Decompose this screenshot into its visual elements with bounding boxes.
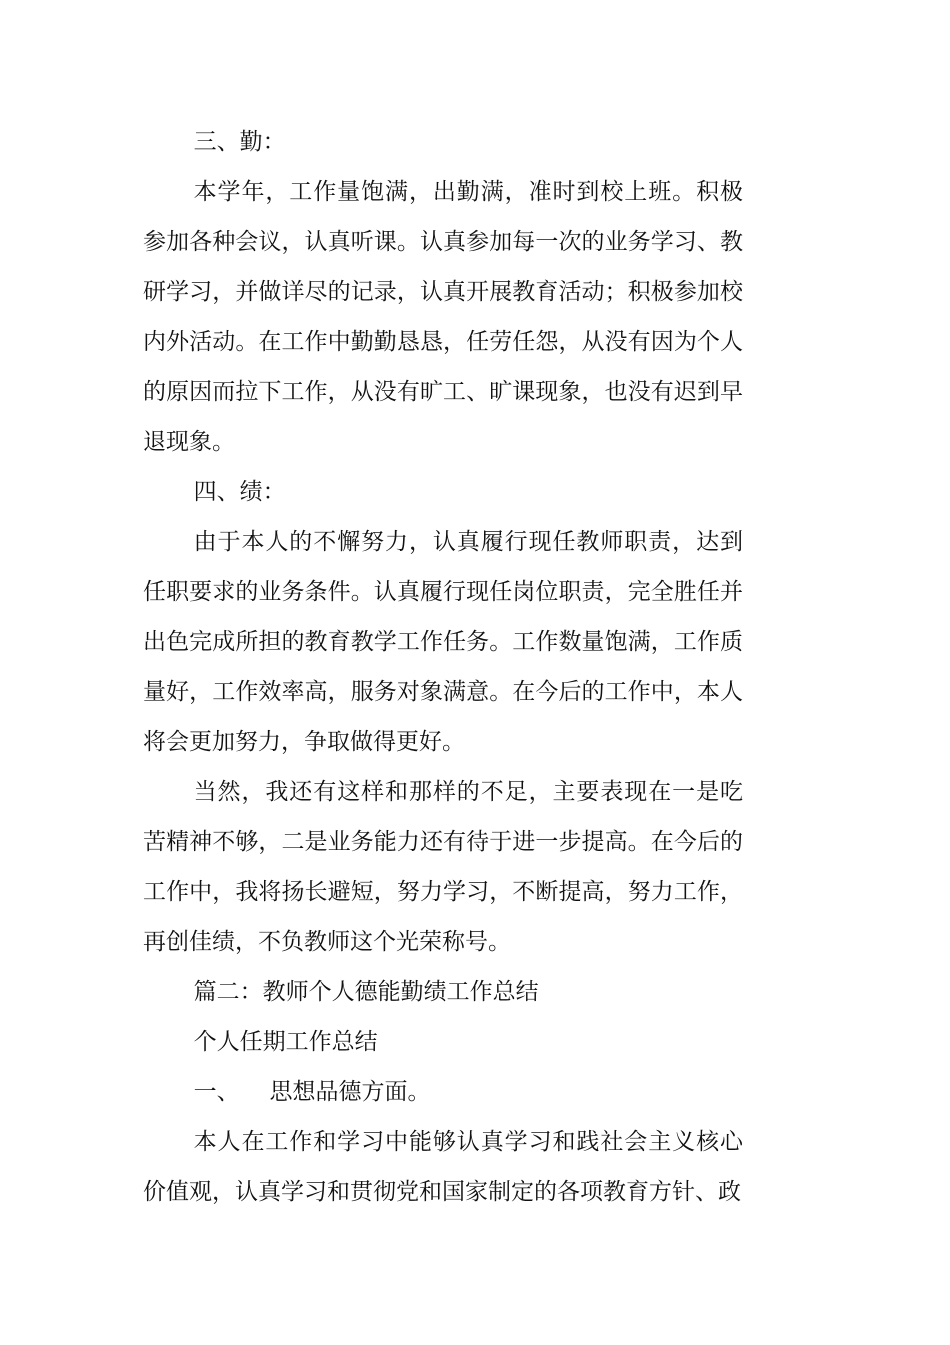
article-two-title: 篇二：教师个人德能勤绩工作总结	[193, 979, 539, 1005]
paragraph-ji-body: 由于本人的不懈努力，认真履行现任教师职责，达到任职要求的业务条件。认真履行现任岗位职责，完全胜任并出色完成所担的教育教学工作任务。工作数量饱满，工作质量好，工作效率高，服务对象满意。在今后的工作中，本人将会更加努力，争取做得更好。	[143, 529, 743, 755]
section-one-heading	[143, 1067, 743, 1117]
paragraph-qin-body: 本学年，工作量饱满，出勤满，准时到校上班。积极参加各种会议，认真听课。认真参加每一次的业务学习、教研学习，并做详尽的记录，认真开展教育活动；积极参加校内外活动。在工作中勤勤恳恳，任劳任怨，从没有因为个人的原因而拉下工作，从没有旷工、旷课现象，也没有迟到早退现象。	[143, 179, 743, 455]
section-title-term-summary: 个人任期工作总结	[193, 1029, 378, 1055]
heading-qin: 三、勤：	[193, 129, 286, 155]
paragraph-ideology-body: 本人在工作和学习中能够认真学习和践社会主义核心价值观，认真学习和贯彻党和国家制定的各项教育方针、政	[143, 1129, 743, 1205]
section-one-title: 思想品德方面。	[269, 1079, 431, 1105]
document-body	[143, 117, 743, 1217]
paragraph-shortcomings: 当然，我还有这样和那样的不足，主要表现在一是吃苦精神不够，二是业务能力还有待于进一步提高。在今后的工作中，我将扬长避短，努力学习，不断提高，努力工作，再创佳绩，不负教师这个光荣称号。	[143, 779, 743, 955]
heading-ji: 四、绩：	[193, 479, 286, 505]
section-one-number: 一、	[193, 1079, 240, 1105]
